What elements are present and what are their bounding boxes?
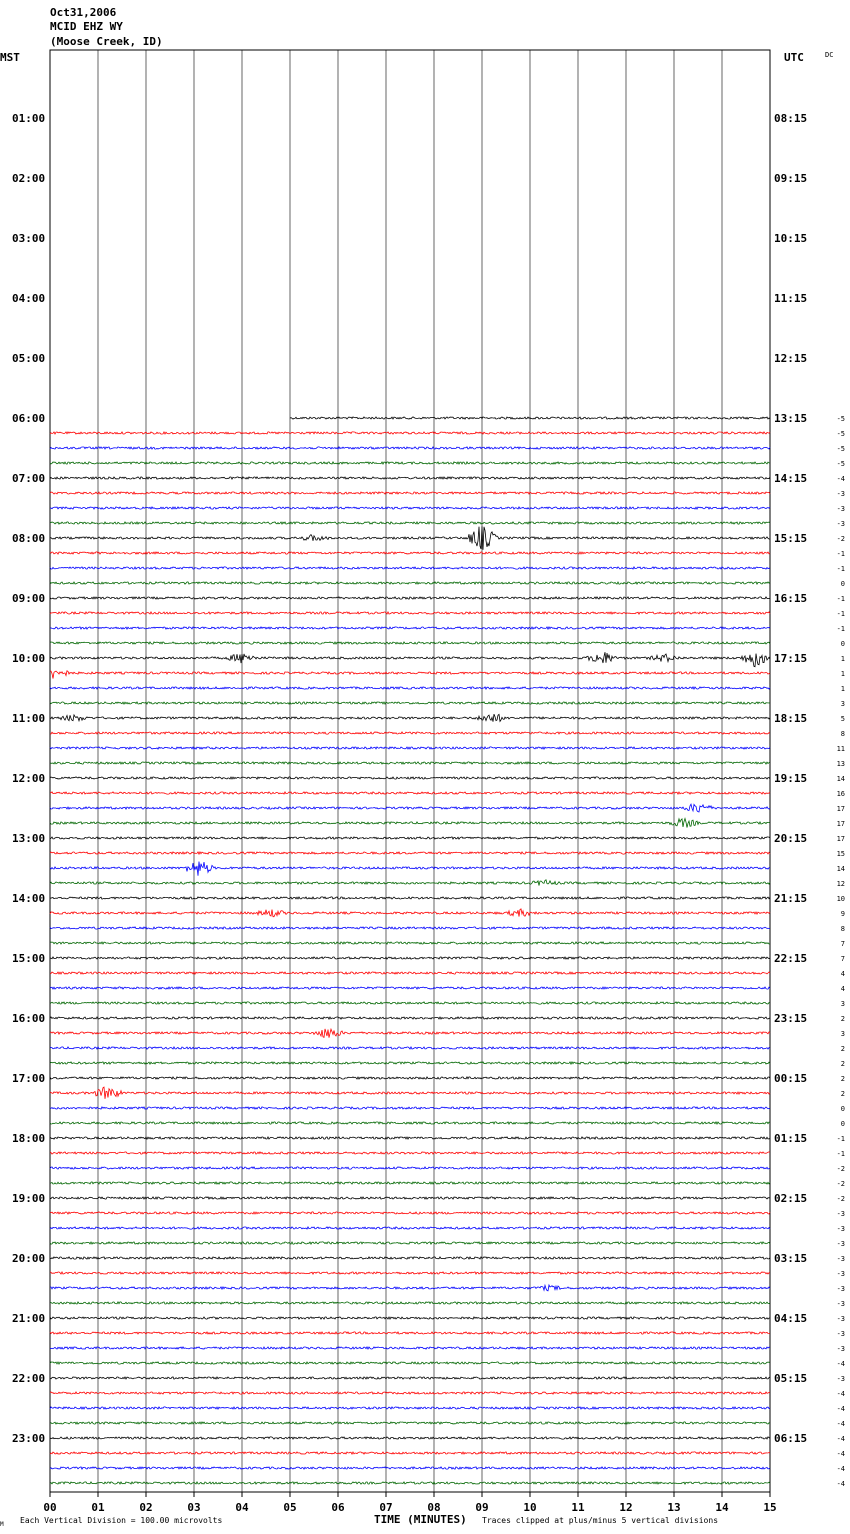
dc-offset-label: 11: [836, 745, 845, 753]
dc-offset-label: -2: [836, 1180, 845, 1188]
trace-line: [50, 792, 770, 794]
header-date: Oct31,2006: [50, 6, 117, 19]
trace-line: [50, 1077, 770, 1079]
dc-offset-label: -4: [836, 1465, 845, 1473]
trace-line: [50, 567, 770, 569]
dc-offset-label: -1: [836, 610, 845, 618]
trace-line: [50, 747, 770, 749]
right-timezone-label: UTC: [784, 51, 804, 64]
trace-line: [50, 1362, 770, 1364]
trace-line: [50, 652, 770, 667]
trace-line: [50, 447, 770, 449]
x-tick-label: 05: [283, 1501, 297, 1514]
dc-offset-label: -1: [836, 1135, 845, 1143]
right-hour-label: 20:15: [774, 832, 808, 845]
x-tick-label: 10: [523, 1501, 537, 1514]
right-hour-label: 15:15: [774, 532, 808, 545]
dc-label: DC: [825, 51, 834, 59]
dc-offset-label: -4: [836, 1360, 845, 1368]
dc-offset-label: 4: [840, 970, 845, 978]
dc-offset-label: 2: [840, 1045, 845, 1053]
left-hour-label: 16:00: [12, 1012, 46, 1025]
trace-line: [50, 1182, 770, 1184]
trace-line: [50, 597, 770, 599]
x-tick-label: 14: [715, 1501, 729, 1514]
x-tick-label: 13: [667, 1501, 681, 1514]
dc-offset-label: 15: [836, 850, 845, 858]
left-hour-label: 04:00: [12, 292, 46, 305]
left-hour-label: 08:00: [12, 532, 46, 545]
header-location: (Moose Creek, ID): [50, 35, 163, 48]
dc-offset-label: 0: [840, 1105, 845, 1113]
left-hour-label: 10:00: [12, 652, 46, 665]
trace-line: [50, 927, 770, 929]
trace-line: [50, 714, 770, 722]
dc-offset-group: [837, 415, 845, 1488]
left-hour-label: 23:00: [12, 1432, 46, 1445]
left-hour-label: 19:00: [12, 1192, 46, 1205]
trace-line: [50, 1047, 770, 1049]
x-tick-label: 08: [427, 1501, 441, 1514]
right-hour-label: 21:15: [774, 892, 808, 905]
trace-line: [50, 1017, 770, 1019]
dc-offset-label: -5: [836, 415, 845, 423]
trace-line: [50, 477, 770, 479]
trace-line: [50, 522, 770, 524]
dc-offset-label: -3: [836, 490, 845, 498]
dc-offset-label: 8: [840, 730, 845, 738]
dc-offset-label: -4: [836, 1390, 845, 1398]
dc-offset-label: -4: [836, 1405, 845, 1413]
right-hour-label: 19:15: [774, 772, 808, 785]
x-tick-label: 09: [475, 1501, 489, 1514]
dc-offset-label: 14: [836, 775, 845, 783]
minute-grid: [98, 50, 722, 1492]
right-hour-label: 11:15: [774, 292, 808, 305]
left-hour-label: 21:00: [12, 1312, 46, 1325]
scale-note: Each Vertical Division = 100.00 microvolts: [20, 1516, 223, 1525]
trace-line: [50, 1467, 770, 1469]
trace-line: [50, 492, 770, 494]
trace-line: [50, 552, 770, 554]
trace-line: [50, 880, 770, 886]
trace-line: [50, 1002, 770, 1004]
dc-offset-label: 0: [840, 1120, 845, 1128]
right-hour-label: 02:15: [774, 1192, 808, 1205]
right-hour-label: 12:15: [774, 352, 808, 365]
dc-offset-label: 8: [840, 925, 845, 933]
trace-line: [50, 671, 770, 679]
trace-line: [50, 1212, 770, 1214]
trace-group: [50, 417, 770, 1484]
dc-offset-label: 1: [840, 685, 845, 693]
left-timezone-label: MST: [0, 51, 20, 64]
left-hour-label: 22:00: [12, 1372, 46, 1385]
trace-line: [50, 526, 770, 549]
trace-line: [50, 942, 770, 944]
left-hour-label: 03:00: [12, 232, 46, 245]
trace-line: [50, 1377, 770, 1379]
dc-offset-label: -3: [836, 1210, 845, 1218]
dc-offset-label: -1: [836, 595, 845, 603]
dc-offset-label: -3: [836, 1255, 845, 1263]
trace-line: [50, 897, 770, 899]
trace-line: [50, 1482, 770, 1484]
right-hour-label: 16:15: [774, 592, 808, 605]
dc-offset-label: 3: [840, 700, 845, 708]
right-hour-label: 05:15: [774, 1372, 808, 1385]
trace-line: [50, 507, 770, 509]
trace-line: [50, 819, 770, 828]
trace-line: [50, 1332, 770, 1334]
left-hour-label: 11:00: [12, 712, 46, 725]
left-hour-label: 20:00: [12, 1252, 46, 1265]
right-hour-label: 22:15: [774, 952, 808, 965]
dc-offset-label: 5: [840, 715, 845, 723]
left-hour-label: 09:00: [12, 592, 46, 605]
dc-offset-label: 0: [840, 580, 845, 588]
trace-line: [50, 1437, 770, 1439]
dc-offset-label: -3: [836, 1240, 845, 1248]
dc-offset-label: 12: [836, 880, 845, 888]
x-tick-label: 01: [91, 1501, 105, 1514]
trace-line: [50, 762, 770, 764]
right-hour-label: 17:15: [774, 652, 808, 665]
left-hour-label: 05:00: [12, 352, 46, 365]
trace-line: [50, 732, 770, 734]
dc-offset-label: 17: [836, 835, 845, 843]
trace-line: [50, 1452, 770, 1454]
right-hour-label: 18:15: [774, 712, 808, 725]
trace-line: [50, 1152, 770, 1154]
trace-line: [50, 862, 770, 876]
trace-line: [50, 432, 770, 434]
x-tick-group: [43, 1492, 776, 1514]
dc-offset-label: -1: [836, 1150, 845, 1158]
trace-line: [50, 1422, 770, 1424]
x-tick-label: 02: [139, 1501, 153, 1514]
trace-line: [50, 852, 770, 854]
dc-offset-label: -3: [836, 1270, 845, 1278]
right-hour-label: 06:15: [774, 1432, 808, 1445]
dc-offset-label: 1: [840, 670, 845, 678]
right-hour-label: 14:15: [774, 472, 808, 485]
dc-offset-label: 2: [840, 1060, 845, 1068]
x-tick-label: 00: [43, 1501, 57, 1514]
dc-offset-label: 14: [836, 865, 845, 873]
x-tick-label: 06: [331, 1501, 345, 1514]
x-tick-label: 15: [763, 1501, 777, 1514]
left-hour-label: 02:00: [12, 172, 46, 185]
right-hour-label: 10:15: [774, 232, 808, 245]
plot-frame: [50, 50, 770, 1492]
dc-offset-label: -3: [836, 1315, 845, 1323]
right-hour-label: 23:15: [774, 1012, 808, 1025]
dc-offset-label: -5: [836, 460, 845, 468]
dc-offset-label: -4: [836, 1450, 845, 1458]
dc-offset-label: -4: [836, 1435, 845, 1443]
x-axis-title: TIME (MINUTES): [374, 1513, 467, 1526]
trace-line: [50, 1257, 770, 1259]
dc-offset-label: 7: [840, 955, 845, 963]
dc-offset-label: -3: [836, 505, 845, 513]
dc-offset-label: -4: [836, 1420, 845, 1428]
dc-offset-label: -5: [836, 445, 845, 453]
left-hour-label: 06:00: [12, 412, 46, 425]
left-hour-label: 17:00: [12, 1072, 46, 1085]
x-tick-label: 04: [235, 1501, 249, 1514]
trace-line: [50, 1347, 770, 1349]
dc-offset-label: 17: [836, 820, 845, 828]
left-hour-label: 07:00: [12, 472, 46, 485]
dc-offset-label: -3: [836, 520, 845, 528]
right-hour-label: 08:15: [774, 112, 808, 125]
left-hour-label: 12:00: [12, 772, 46, 785]
trace-line: [50, 702, 770, 704]
left-hour-label: 01:00: [12, 112, 46, 125]
trace-line: [50, 777, 770, 779]
dc-offset-label: 16: [836, 790, 845, 798]
dc-offset-label: 2: [840, 1090, 845, 1098]
dc-offset-label: -1: [836, 565, 845, 573]
right-hour-label: 04:15: [774, 1312, 808, 1325]
trace-line: [50, 837, 770, 839]
right-hour-label: 09:15: [774, 172, 808, 185]
dc-offset-label: 1: [840, 655, 845, 663]
right-hour-label: 00:15: [774, 1072, 808, 1085]
dc-offset-label: 3: [840, 1000, 845, 1008]
trace-line: [50, 462, 770, 464]
dc-offset-label: 10: [836, 895, 845, 903]
dc-offset-label: 9: [840, 910, 845, 918]
dc-offset-label: -4: [836, 475, 845, 483]
dc-offset-label: -3: [836, 1285, 845, 1293]
trace-line: [50, 1062, 770, 1064]
dc-offset-label: -3: [836, 1300, 845, 1308]
left-hour-label: 18:00: [12, 1132, 46, 1145]
right-hour-label: 01:15: [774, 1132, 808, 1145]
trace-line: [50, 909, 770, 917]
trace-line: [50, 1242, 770, 1244]
left-hour-label: 13:00: [12, 832, 46, 845]
dc-offset-label: -1: [836, 550, 845, 558]
header-station: MCID EHZ WY: [50, 20, 123, 33]
dc-offset-label: -4: [836, 1480, 845, 1488]
dc-offset-label: -2: [836, 1165, 845, 1173]
trace-line: [50, 1029, 770, 1038]
trace-line: [50, 612, 770, 614]
dc-offset-label: -5: [836, 430, 845, 438]
x-tick-label: 07: [379, 1501, 393, 1514]
trace-line: [50, 1197, 770, 1199]
dc-offset-label: -3: [836, 1375, 845, 1383]
right-hour-label: 13:15: [774, 412, 808, 425]
dc-offset-label: -3: [836, 1225, 845, 1233]
trace-line: [50, 1272, 770, 1274]
trace-line: [50, 582, 770, 584]
trace-line: [50, 804, 770, 812]
trace-line: [50, 1087, 770, 1099]
trace-line: [50, 687, 770, 689]
trace-line: [50, 1107, 770, 1109]
dc-offset-label: -3: [836, 1330, 845, 1338]
dc-offset-label: 0: [840, 640, 845, 648]
x-tick-label: 03: [187, 1501, 201, 1514]
trace-line: [50, 1392, 770, 1394]
trace-line: [50, 1285, 770, 1291]
trace-line: [50, 1302, 770, 1304]
trace-line: [50, 1122, 770, 1124]
trace-line: [50, 1227, 770, 1229]
trace-line: [50, 642, 770, 644]
dc-offset-label: 3: [840, 1030, 845, 1038]
dc-offset-label: 7: [840, 940, 845, 948]
trace-line: [50, 1407, 770, 1409]
trace-line: [50, 1137, 770, 1139]
trace-line: [50, 987, 770, 989]
dc-offset-label: 2: [840, 1075, 845, 1083]
dc-offset-label: 2: [840, 1015, 845, 1023]
dc-offset-label: 13: [836, 760, 845, 768]
dc-offset-label: -3: [836, 1345, 845, 1353]
x-tick-label: 12: [619, 1501, 633, 1514]
dc-offset-label: 4: [840, 985, 845, 993]
trace-line: [50, 972, 770, 974]
trace-line: [50, 627, 770, 629]
dc-offset-label: -2: [836, 535, 845, 543]
trace-line: [50, 1317, 770, 1319]
dc-offset-label: 17: [836, 805, 845, 813]
x-tick-label: 11: [571, 1501, 585, 1514]
clip-note: Traces clipped at plus/minus 5 vertical divisions: [482, 1516, 719, 1525]
trace-line: [50, 1167, 770, 1169]
trace-line: [50, 957, 770, 959]
left-hour-label: 15:00: [12, 952, 46, 965]
corner-mark: M: [0, 1521, 4, 1528]
right-hour-label: 03:15: [774, 1252, 808, 1265]
left-hour-label: 14:00: [12, 892, 46, 905]
dc-offset-label: -2: [836, 1195, 845, 1203]
dc-offset-label: -1: [836, 625, 845, 633]
